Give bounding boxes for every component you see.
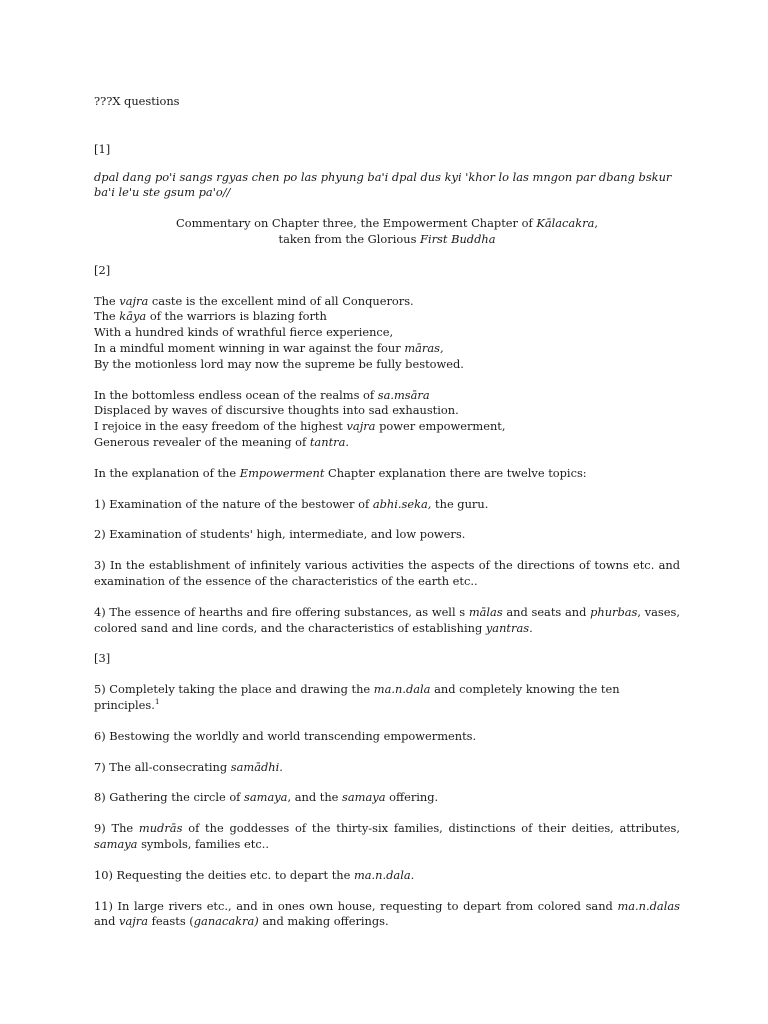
- topic-7: 7) The all-consecrating samādhi.: [94, 759, 283, 774]
- verse-line: Displaced by waves of discursive thoughts into sad exhaustion.: [94, 403, 459, 418]
- topic-4: 4) The essence of hearths and fire offering substances, as well s mālas and seats and phurbas, vases, colored sand and line cords, and the characteristics of establishing yantras.: [94, 604, 680, 635]
- verse-line: The kāya of the warriors is blazing forth: [94, 309, 327, 324]
- commentary-line-2: taken from the Glorious First Buddha: [278, 231, 496, 246]
- section-marker-2: [2]: [94, 262, 111, 277]
- footnote-ref[interactable]: 1: [154, 697, 160, 707]
- verse-line: With a hundred kinds of wrathful fierce experience,: [94, 325, 394, 340]
- topic-11: 11) In large rivers etc., and in ones own house, requesting to depart from colored sand ma.n.dalas and vajra feasts (ganacakra) and making offerings.: [94, 898, 680, 929]
- verse-line: The vajra caste is the excellent mind of all Conquerors.: [94, 293, 414, 308]
- verse-line: By the motionless lord may now the supreme be fully bestowed.: [94, 356, 464, 371]
- topic-6: 6) Bestowing the worldly and world transcending empowerments.: [94, 728, 477, 743]
- verse-line: I rejoice in the easy freedom of the highest vajra power empowerment,: [94, 419, 506, 434]
- topic-5: 5) Completely taking the place and drawing the ma.n.dala and completely knowing the ten principles.$^1$: [94, 682, 620, 712]
- topics-intro: In the explanation of the Empowerment Chapter explanation there are twelve topics:: [94, 465, 587, 480]
- verse-stanza-1: [94, 294, 680, 373]
- section-marker-3: [3]: [94, 651, 111, 666]
- section-marker-1: [1]: [94, 141, 111, 156]
- topic-8: 8) Gathering the circle of samaya, and the samaya offering.: [94, 790, 439, 805]
- verse-stanza-2: [94, 388, 680, 451]
- verse-line: Generous revealer of the meaning of tantra.: [94, 434, 349, 449]
- tibetan-title-line: [94, 170, 680, 202]
- commentary-heading: [94, 216, 680, 248]
- verse-line: In a mindful moment winning in war against the four māras,: [94, 340, 444, 355]
- topic-3: 3) In the establishment of infinitely various activities the aspects of the directions of towns etc. and examination of the essence of the characteristics of the earth etc..: [94, 558, 680, 588]
- document-title: ???X questions: [94, 94, 180, 108]
- topic-9: 9) The mudrās of the goddesses of the thirty-six families, distinctions of their deities, attributes, samaya symbols, families etc..: [94, 821, 681, 851]
- commentary-line-1: Commentary on Chapter three, the Empowerment Chapter of Kālacakra,: [176, 216, 598, 231]
- verse-line: In the bottomless endless ocean of the realms of sa.msāra: [94, 387, 430, 402]
- topic-2: 2) Examination of students' high, intermediate, and low powers.: [94, 527, 466, 542]
- tibetan-title-text: dpal dang po'i sangs rgyas chen po las phyung ba'i dpal dus kyi 'khor lo las mngon par dbang bskur ba'i le'u ste gsum pa'o//: [94, 169, 672, 200]
- topic-1: 1) Examination of the nature of the bestower of abhi.seka, the guru.: [94, 496, 489, 511]
- topic-10: 10) Requesting the deities etc. to depart the ma.n.dala.: [94, 867, 415, 882]
